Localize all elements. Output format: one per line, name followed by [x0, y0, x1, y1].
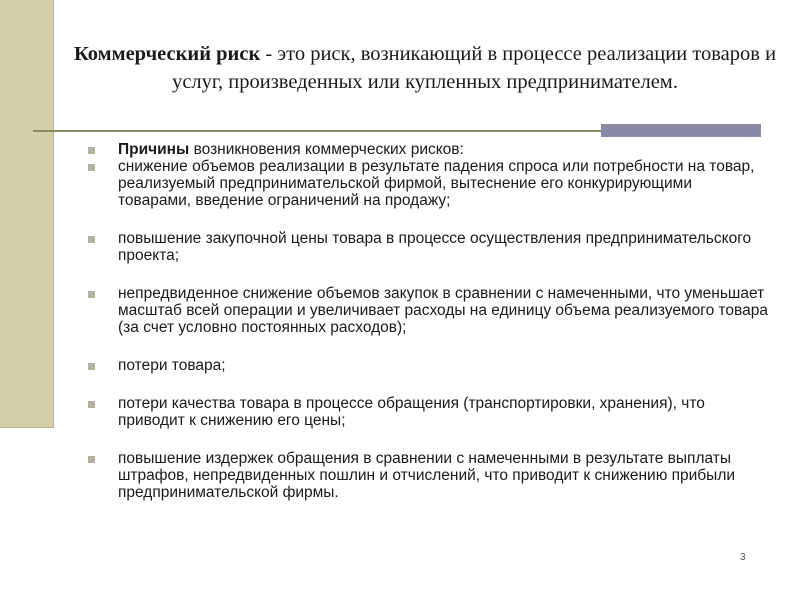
- list-item-text: повышение издержек обращения в сравнении с намеченными в результате выплаты штрафов, непредвиденных пошлин и отчислений, что приводит к снижению прибыли предпринимательской фирмы.: [118, 450, 736, 501]
- bullet-icon: [88, 147, 95, 154]
- intro-bold: Причины: [118, 141, 190, 158]
- list-item: [88, 230, 768, 264]
- bullet-icon: [88, 291, 95, 298]
- list-item-text: потери товара;: [118, 357, 226, 374]
- list-item-text: непредвиденное снижение объемов закупок в сравнении с намеченными, что уменьшает масштаб всей операции и увеличивает расходы на единицу объема реализуемого товара (за счет условно постоянных расходов);: [118, 285, 768, 336]
- list-item: [88, 158, 768, 209]
- list-item-text: потери качества товара в процессе обращения (транспортировки, хранения), что приводит к снижению его цены;: [118, 395, 705, 429]
- slide-title: [65, 40, 785, 96]
- list-item: [88, 450, 768, 501]
- title-divider-line: [33, 130, 601, 132]
- bullet-icon: [88, 164, 95, 171]
- title-term: Коммерческий риск: [73, 43, 261, 65]
- list-item: [88, 285, 768, 336]
- list-item: [88, 395, 768, 429]
- bullet-icon: [88, 456, 95, 463]
- causes-list: [88, 141, 768, 501]
- intro-text: возникновения коммерческих рисков:: [189, 141, 464, 158]
- list-intro: [88, 141, 768, 158]
- title-definition: - это риск, возникающий в процессе реализации товаров и услуг, произведенных или купленных предпринимателем.: [172, 43, 777, 93]
- page-number: 3: [740, 552, 746, 563]
- list-item-text: снижение объемов реализации в результате падения спроса или потребности на товар, реализуемый предпринимательской фирмой, вытеснение его конкурирующими товарами, введение ограничений на продажу;: [118, 158, 755, 209]
- list-item: [88, 357, 768, 374]
- bullet-icon: [88, 363, 95, 370]
- bullet-icon: [88, 236, 95, 243]
- bullet-icon: [88, 401, 95, 408]
- list-item-text: повышение закупочной цены товара в процессе осуществления предпринимательского проекта;: [118, 230, 752, 264]
- title-divider-block: [601, 124, 761, 137]
- side-decor-bar: [0, 0, 54, 428]
